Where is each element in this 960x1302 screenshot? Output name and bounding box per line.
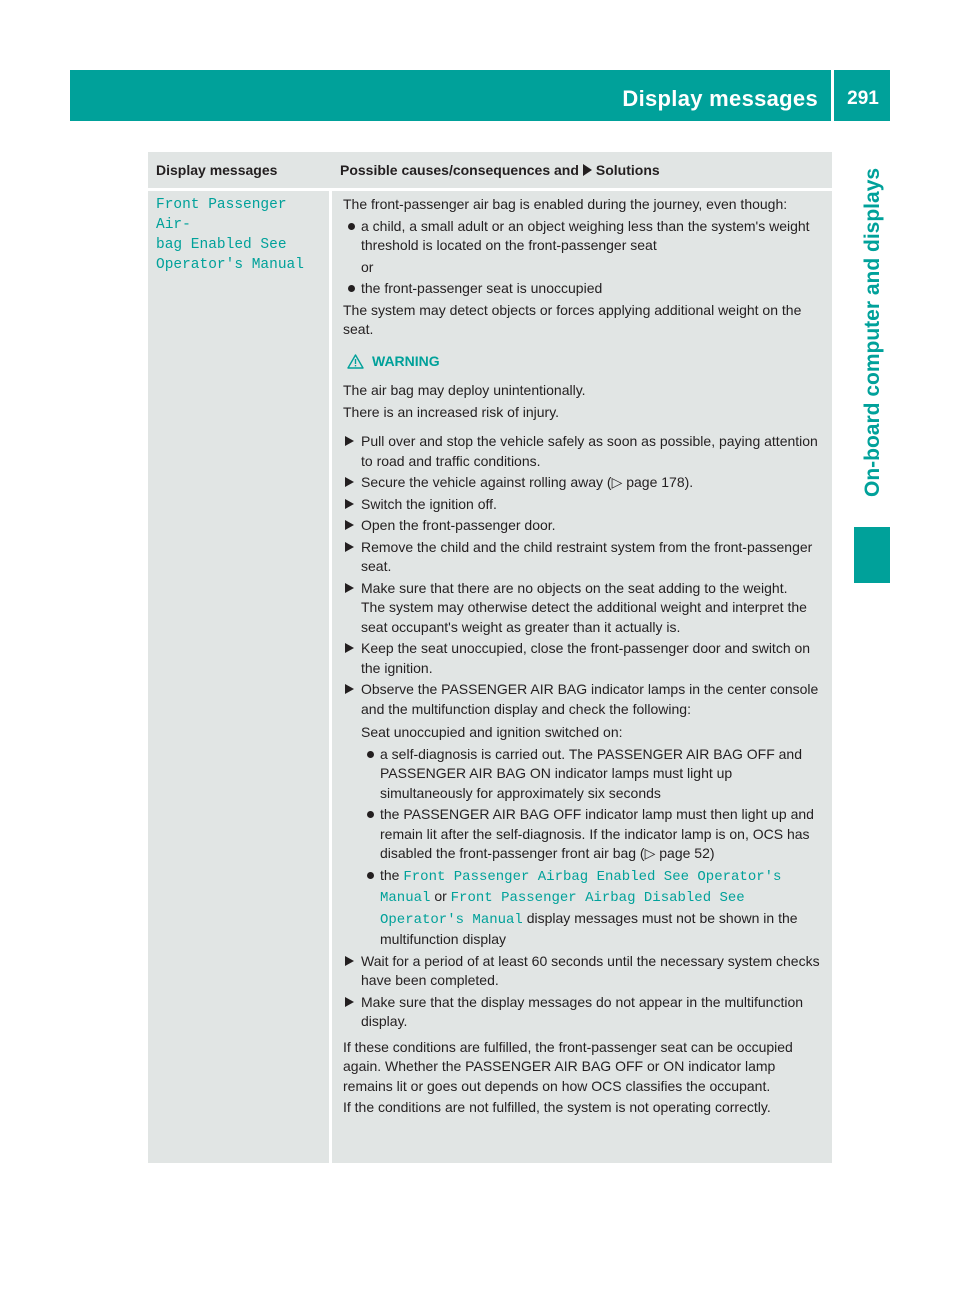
step-note: The system may otherwise detect the additional weight and interpret the seat occupant's weight as greater than it actually is. bbox=[361, 599, 807, 635]
warning-label: WARNING bbox=[372, 352, 440, 369]
instruction-step: Open the front-passenger door. bbox=[343, 516, 825, 536]
detect-note: The system may detect objects or forces applying additional weight on the seat. bbox=[343, 301, 802, 337]
step-subheading: Seat unoccupied and ignition switched on: bbox=[361, 724, 623, 740]
display-message-text: Front Passenger Air‐ bag Enabled See Operator's Manual bbox=[156, 197, 304, 273]
section-title: Display messages bbox=[622, 86, 818, 111]
display-message-ref: Front Passenger Airbag Enabled See Operator's Manual bbox=[380, 868, 782, 906]
check-item: the Front Passenger Airbag Enabled See Operator's Manual or Front Passenger Airbag Disabled See Operator's Manual display messages must not be shown in the multifunction display bbox=[362, 866, 825, 950]
display-messages-table bbox=[148, 152, 832, 1163]
or-text: or bbox=[361, 258, 374, 275]
instruction-step: Make sure that the display messages do not appear in the multifunction display. bbox=[343, 993, 825, 1032]
page-number: 291 bbox=[847, 88, 879, 109]
causes-solutions-content bbox=[343, 195, 825, 1120]
play-arrow-icon bbox=[583, 164, 592, 176]
instruction-step: Make sure that there are no objects on the seat adding to the weight. The system may otherwise detect the additional weight and interpret the seat occupant's weight as greater than it actually is. bbox=[343, 579, 825, 638]
conditions-fulfilled-text: If these conditions are fulfilled, the front-passenger seat can be occupied again. Whether the PASSENGER AIR BAG OFF or ON indicator lamp remains lit or goes out depends on how OCS classifies the occupant. bbox=[343, 1038, 793, 1094]
chapter-tab-marker bbox=[854, 527, 890, 583]
check-item: the PASSENGER AIR BAG OFF indicator lamp must then light up and remain lit after the self-diagnosis. If the indicator lamp is on, OCS has disabled the front-passenger front air bag (▷ page 52) bbox=[362, 805, 825, 864]
instruction-step: Pull over and stop the vehicle safely as soon as possible, paying attention to road and traffic conditions. bbox=[343, 432, 825, 471]
instruction-step: Keep the seat unoccupied, close the front-passenger door and switch on the ignition. bbox=[343, 639, 825, 678]
instruction-step: Observe the PASSENGER AIR BAG indicator lamps in the center console and the multifunction display and check the following: Seat unoccupied and ignition switched on: bbox=[343, 680, 825, 743]
cause-item: the front-passenger seat is unoccupied bbox=[343, 279, 825, 299]
column-header-causes-solutions: Possible causes/consequences and Solutions bbox=[340, 162, 660, 178]
message-cell bbox=[148, 191, 329, 1163]
table-header bbox=[148, 152, 832, 188]
warning-triangle-icon bbox=[347, 354, 364, 369]
cause-item: a child, a small adult or an object weighing less than the system's weight threshold is located on the front-passenger seat bbox=[343, 217, 825, 256]
display-message-ref: Front Passenger Airbag Disabled See Operator's Manual bbox=[380, 890, 745, 928]
spacer bbox=[343, 424, 825, 432]
warning-text: There is an increased risk of injury. bbox=[343, 403, 560, 420]
conditions-not-fulfilled-text: If the conditions are not fulfilled, the system is not operating correctly. bbox=[343, 1099, 771, 1115]
warning-text: The air bag may deploy unintentionally. bbox=[343, 382, 586, 398]
column-header-display-messages: Display messages bbox=[156, 162, 278, 178]
instruction-step: Remove the child and the child restraint system from the front-passenger seat. bbox=[343, 538, 825, 577]
header-divider bbox=[831, 70, 834, 121]
check-item: a self-diagnosis is carried out. The PASSENGER AIR BAG OFF and PASSENGER AIR BAG ON indicator lamps must light up simultaneously for approximately six seconds bbox=[362, 745, 825, 804]
warning-heading bbox=[347, 352, 825, 372]
causes-solutions-cell bbox=[332, 191, 832, 1163]
instruction-step: Switch the ignition off. bbox=[343, 495, 825, 515]
instruction-step: Wait for a period of at least 60 seconds until the necessary system checks have been completed. bbox=[343, 952, 825, 991]
chapter-side-tab: On-board computer and displays bbox=[861, 168, 884, 498]
intro-text: The front-passenger air bag is enabled during the journey, even though: bbox=[343, 196, 788, 212]
instruction-step: Secure the vehicle against rolling away (▷ page 178). bbox=[343, 473, 825, 493]
